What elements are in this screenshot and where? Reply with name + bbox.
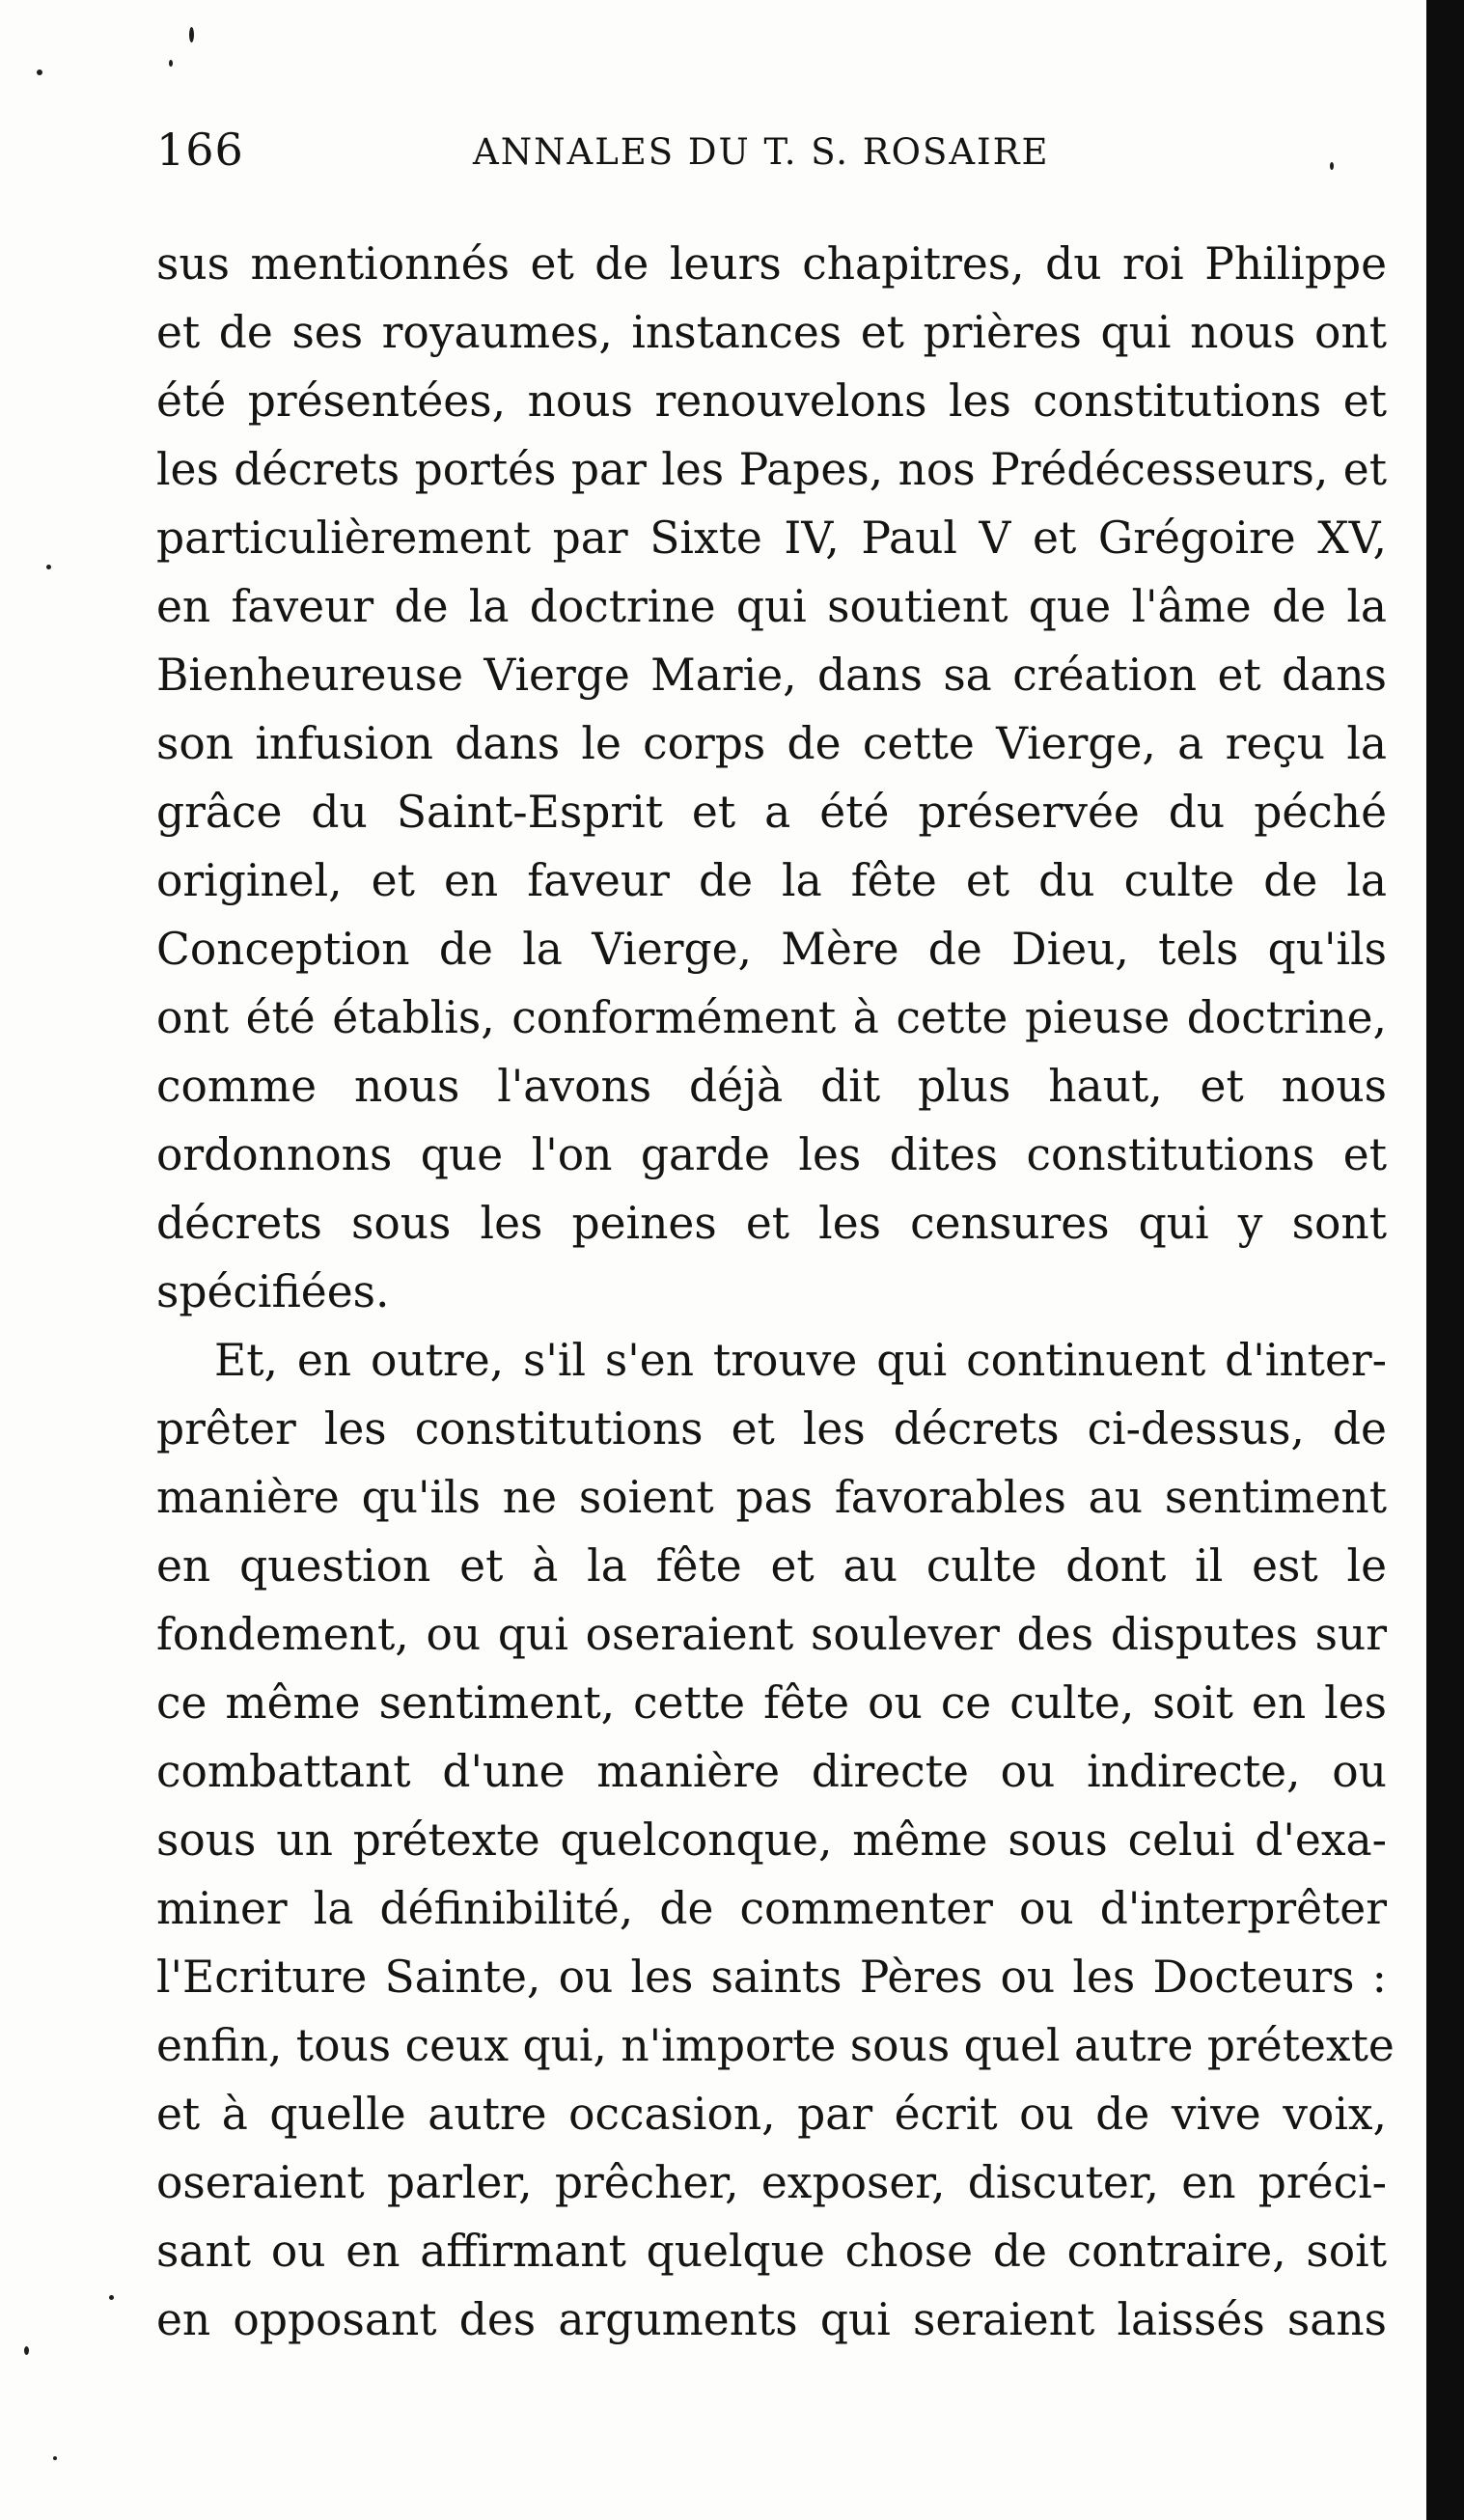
text-line: grâce du Saint-Esprit et a été préservée du péché <box>156 787 1387 838</box>
scan-speck <box>169 60 173 67</box>
text-line: l'Ecriture Sainte, ou les saints Pères ou les Docteurs : <box>156 1952 1387 2003</box>
scan-speck <box>109 2295 114 2300</box>
scan-spine-shadow <box>1426 0 1464 2520</box>
scan-speck <box>1330 162 1334 170</box>
scan-speck <box>46 565 51 569</box>
scan-speck <box>37 69 42 75</box>
paragraph-1 <box>156 230 1387 1326</box>
body-text <box>156 230 1395 2354</box>
text-line: sus mentionnés et de leurs chapitres, du roi Philippe <box>156 238 1387 290</box>
text-line: et à quelle autre occasion, par écrit ou de vive voix, <box>156 2089 1387 2140</box>
text-line: miner la définibilité, de commenter ou d'interprêter <box>156 1883 1387 1934</box>
page-number: 166 <box>156 124 244 176</box>
text-line: combattant d'une manière directe ou indirecte, ou <box>156 1746 1387 1797</box>
page-header <box>156 124 1401 181</box>
text-line: comme nous l'avons déjà dit plus haut, et nous <box>156 1061 1387 1112</box>
text-line: spécifiées. <box>156 1266 390 1317</box>
text-line: ce même sentiment, cette fête ou ce culte, soit en les <box>156 1677 1387 1729</box>
text-line: Et, en outre, s'il s'en trouve qui continuent d'inter- <box>214 1335 1387 1386</box>
text-line: ordonnons que l'on garde les dites constitutions et <box>156 1129 1387 1180</box>
text-line: Conception de la Vierge, Mère de Dieu, tels qu'ils <box>156 924 1387 975</box>
scan-speck <box>53 2456 57 2460</box>
text-line: ont été établis, conformément à cette pieuse doctrine, <box>156 992 1387 1043</box>
text-line: sous un prétexte quelconque, même sous celui d'exa- <box>156 1814 1387 1866</box>
text-line: sant ou en affirmant quelque chose de contraire, soit <box>156 2226 1387 2277</box>
text-line: et de ses royaumes, instances et prières qui nous ont <box>156 307 1387 358</box>
paragraph-2 <box>156 1326 1395 2354</box>
scan-speck <box>24 2346 29 2355</box>
text-line: particulièrement par Sixte IV, Paul V et Grégoire XV, <box>156 512 1387 564</box>
text-line: en faveur de la doctrine qui soutient que l'âme de la <box>156 581 1387 632</box>
running-title: ANNALES DU T. S. ROSAIRE <box>473 131 1050 173</box>
text-line: manière qu'ils ne soient pas favorables au sentiment <box>156 1472 1387 1523</box>
text-line: les décrets portés par les Papes, nos Prédécesseurs, et <box>156 444 1387 495</box>
text-line: oseraient parler, prêcher, exposer, discuter, en préci- <box>156 2157 1387 2208</box>
text-line: originel, et en faveur de la fête et du culte de la <box>156 855 1387 906</box>
text-line: fondement, ou qui oseraient soulever des disputes sur <box>156 1609 1387 1660</box>
text-line: été présentées, nous renouvelons les constitutions et <box>156 375 1387 427</box>
text-line: son infusion dans le corps de cette Vierge, a reçu la <box>156 718 1387 769</box>
text-line: en opposant des arguments qui seraient laissés sans <box>156 2294 1387 2345</box>
text-line: en question et à la fête et au culte dont il est le <box>156 1540 1387 1592</box>
text-line: prêter les constitutions et les décrets ci-dessus, de <box>156 1403 1387 1454</box>
text-line: décrets sous les peines et les censures qui y sont <box>156 1198 1387 1249</box>
text-line: Bienheureuse Vierge Marie, dans sa création et dans <box>156 650 1387 701</box>
scan-speck <box>189 27 194 42</box>
text-line: enfin, tous ceux qui, n'importe sous quel autre prétexte <box>156 2020 1395 2071</box>
